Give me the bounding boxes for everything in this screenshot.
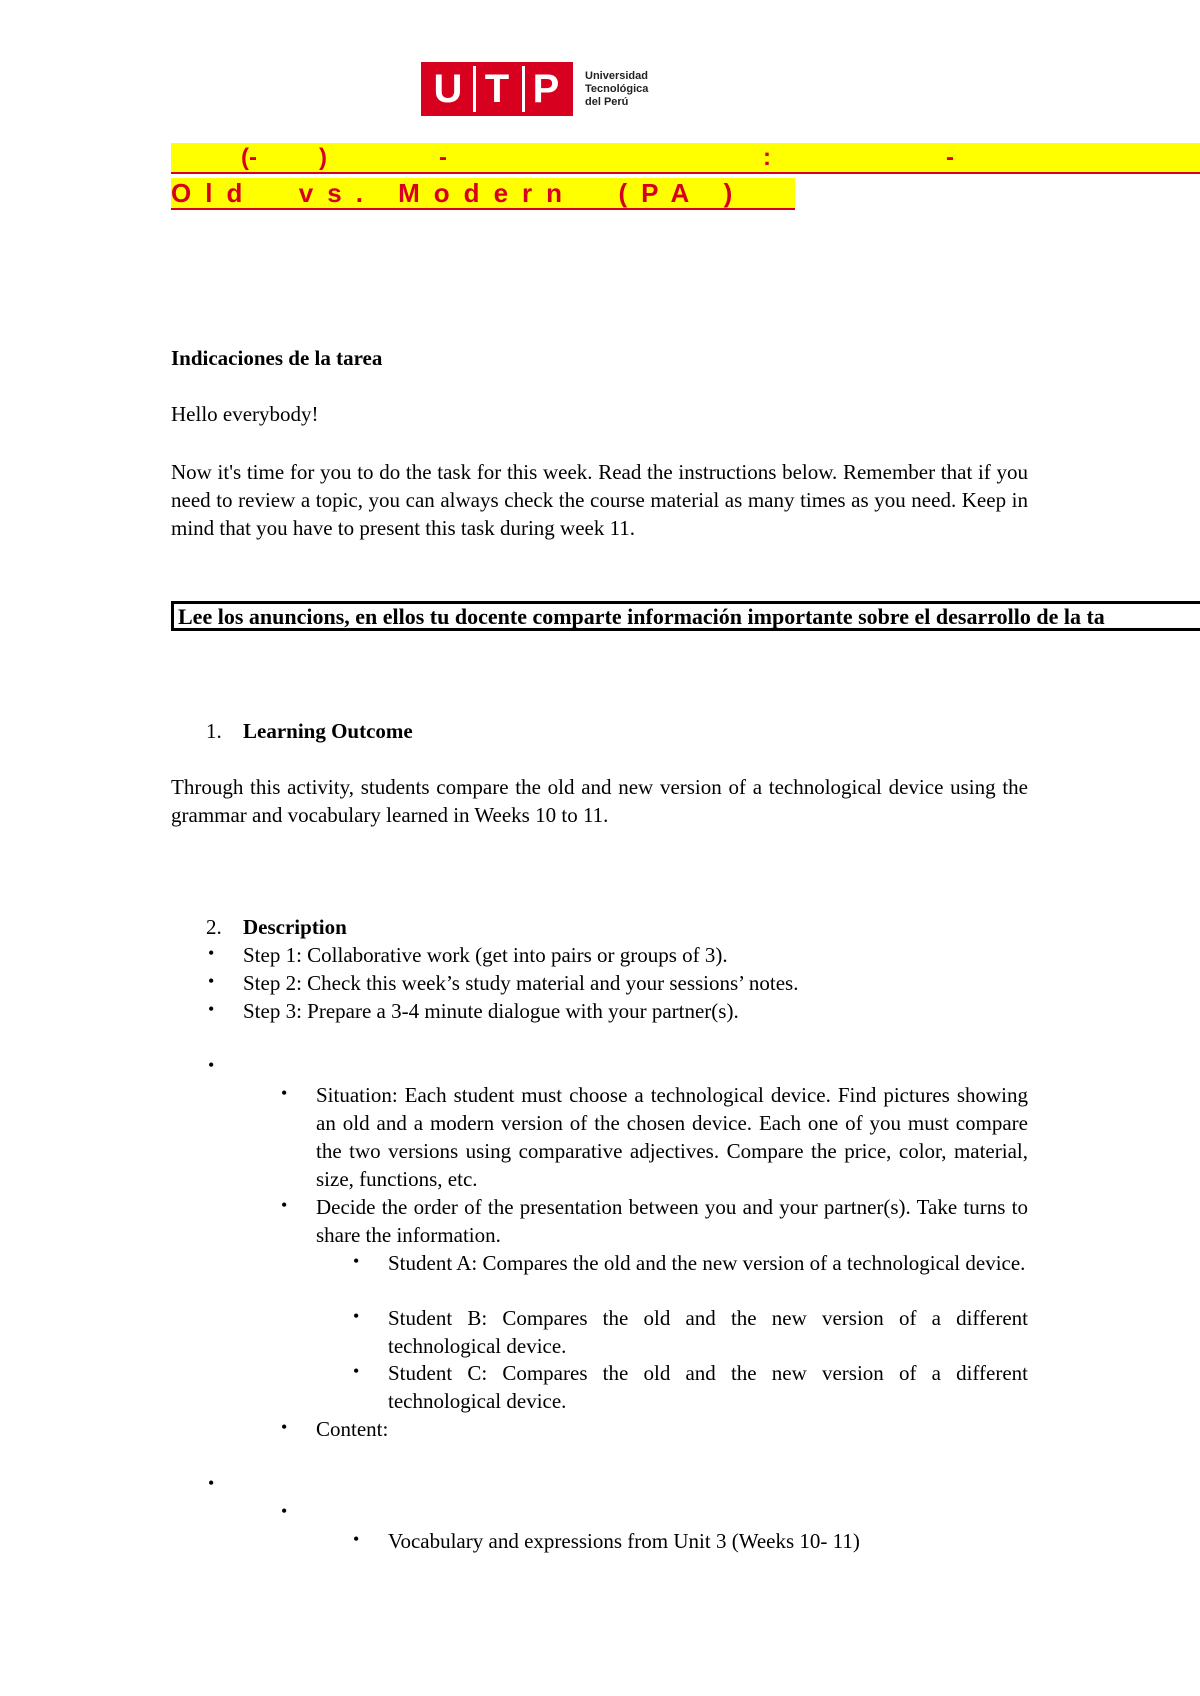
bullet-icon: • — [353, 1251, 360, 1271]
decide-order-text: Decide the order of the presentation between you and your partner(s). Take turns to share the information. — [316, 1195, 1028, 1247]
announcement-notice: Lee los anuncions, en ellos tu docente comparte información importante sobre el desarrollo de la ta — [171, 601, 1200, 631]
section-1-title: Learning Outcome — [243, 719, 413, 743]
bullet-icon: • — [208, 1473, 215, 1493]
bullet-icon: • — [208, 943, 215, 963]
step-1: Step 1: Collaborative work (get into pairs or groups of 3). — [243, 943, 728, 967]
bullet-icon: • — [353, 1529, 360, 1549]
section-2-number: 2. — [206, 915, 222, 939]
bullet-icon: • — [208, 1055, 215, 1075]
logo-line-2: Tecnológica — [585, 82, 649, 95]
bullet-icon: • — [208, 999, 215, 1019]
step-2: Step 2: Check this week’s study material and your sessions’ notes. — [243, 971, 799, 995]
banner-token-1: (- — [241, 144, 257, 171]
bullet-icon: • — [281, 1417, 288, 1437]
section-1-number: 1. — [206, 719, 222, 743]
vocabulary-text: Vocabulary and expressions from Unit 3 (Weeks 10- 11) — [388, 1529, 860, 1553]
logo-letter-t: T — [473, 66, 518, 112]
situation-text: Situation: Each student must choose a technological device. Find pictures showing an old and a modern version of the chosen device. Each one of you must compare the two versions using comparative adjectives. Compare the price, color, material, size, functions, etc. — [316, 1083, 1028, 1191]
logo-letter-p: P — [522, 66, 567, 112]
logo-letters — [421, 62, 573, 116]
banner-token-2: ) — [319, 144, 327, 171]
step-3: Step 3: Prepare a 3-4 minute dialogue with your partner(s). — [243, 999, 739, 1023]
bullet-icon: • — [208, 971, 215, 991]
bullet-icon: • — [281, 1195, 288, 1215]
banner-token-5: - — [946, 144, 954, 171]
section-2-title: Description — [243, 915, 347, 939]
utp-logo — [421, 62, 648, 116]
bullet-icon: • — [281, 1083, 288, 1103]
student-a-text: Student A: Compares the old and the new version of a technological device. — [388, 1251, 1026, 1275]
student-b-text: Student B: Compares the old and the new version of a different technological device. — [388, 1306, 1028, 1358]
title-banner-row-2: Old vs. Modern (PA ) — [171, 178, 795, 210]
banner-token-3: - — [439, 144, 447, 171]
student-c-text: Student C: Compares the old and the new version of a different technological device. — [388, 1361, 1028, 1413]
banner-token-4: : — [763, 144, 771, 171]
logo-line-3: del Perú — [585, 95, 629, 108]
content-label: Content: — [316, 1417, 389, 1441]
bullet-icon: • — [353, 1361, 360, 1381]
bullet-icon: • — [281, 1501, 288, 1521]
intro-paragraph: Now it's time for you to do the task for this week. Read the instructions below. Remember that if you need to review a topic, you can always check the course material as many times as you need. Keep in mind that you have to present this task during week 11. — [171, 460, 1028, 540]
logo-university-name — [585, 70, 648, 109]
learning-outcome-text: Through this activity, students compare the old and new version of a technological device using the grammar and vocabulary learned in Weeks 10 to 11. — [171, 775, 1028, 827]
title-banner-row-1 — [171, 143, 1200, 174]
bullet-icon: • — [353, 1306, 360, 1326]
logo-letter-u: U — [427, 66, 469, 112]
task-heading: Indicaciones de la tarea — [171, 346, 383, 370]
greeting: Hello everybody! — [171, 402, 319, 426]
logo-line-1: Universidad — [585, 69, 648, 82]
